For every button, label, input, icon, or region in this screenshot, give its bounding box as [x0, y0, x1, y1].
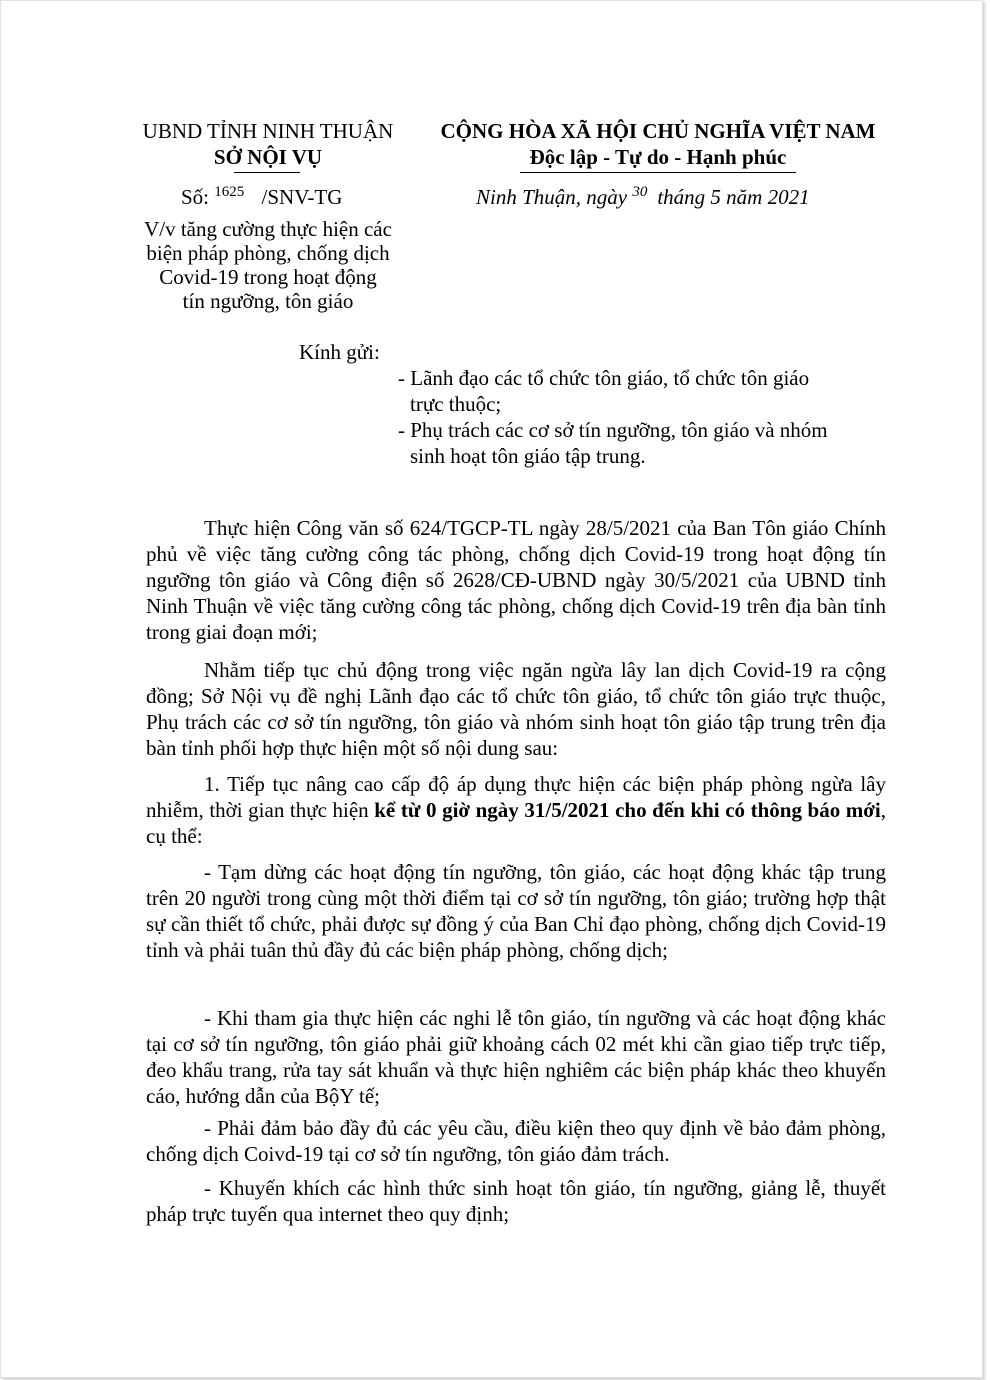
number-suffix: /SNV-TG [261, 185, 343, 209]
body-bullet-1 [146, 859, 886, 963]
subject-line-3: Covid-19 trong hoạt động [159, 265, 377, 289]
document-number [181, 184, 342, 210]
body-item-1 [146, 771, 886, 849]
date-day: 30 [632, 184, 648, 200]
issuer-authority: UBND TỈNH NINH THUẬN [142, 119, 394, 143]
national-motto: Độc lập - Tự do - Hạnh phúc [529, 145, 787, 169]
date-suffix: tháng 5 năm 2021 [657, 185, 810, 209]
body-bullet-3 [146, 1115, 886, 1167]
recipient-2-line-1: - Phụ trách các cơ sở tín ngưỡng, tôn giáo và nhóm [398, 418, 828, 442]
bullet-text: - Phải đảm bảo đầy đủ các yêu cầu, điều kiện theo quy định về bảo đảm phòng, chống dịch Coivd-19 tại cơ sở tín ngưỡng, tôn giáo đảm trách. [146, 1116, 886, 1166]
bullet-text: - Tạm dừng các hoạt động tín ngưỡng, tôn giáo, các hoạt động khác tập trung trên 20 người trong cùng một thời điểm tại cơ sở tín ngưỡng, tôn giáo; trường hợp thật sự cần thiết tổ chức, phải được sự đồng ý của Ban Chỉ đạo phòng, chống dịch Covid-19 tỉnh và phải tuân thủ đầy đủ các biện pháp phòng, chống dịch; [146, 860, 886, 962]
subject-line-2: biện pháp phòng, chống dịch [146, 241, 390, 265]
number-value: 1625 [214, 184, 245, 200]
number-label: Số: [181, 185, 210, 209]
bullet-text: - Khi tham gia thực hiện các nghi lễ tôn giáo, tín ngưỡng và các hoạt động khác tại cơ sở tín ngưỡng, tôn giáo phải giữ khoảng cách 02 mét khi cần giao tiếp trực tiếp, đeo khẩu trang, rửa tay sát khuẩn và thực hiện nghiêm các biện pháp khác theo khuyến cáo, hướng dẫn của BộY tế; [146, 1006, 886, 1108]
department-underline [234, 172, 300, 173]
recipient-1-line-1: - Lãnh đạo các tổ chức tôn giáo, tổ chức tôn giáo [398, 366, 810, 390]
body-bullet-2 [146, 1005, 886, 1109]
body-bullet-4 [146, 1175, 886, 1227]
recipients-label: Kính gửi: [299, 340, 380, 364]
subject-line-4: tín ngưỡng, tôn giáo [182, 289, 354, 313]
bullet-text: - Khuyến khích các hình thức sinh hoạt tôn giáo, tín ngưỡng, giảng lễ, thuyết pháp trực tuyến qua internet theo quy định; [146, 1176, 886, 1226]
date-line [476, 184, 810, 210]
issuer-department: SỞ NỘI VỤ [213, 145, 323, 169]
recipient-1-line-2: trực thuộc; [410, 392, 502, 416]
recipient-2-line-2: sinh hoạt tôn giáo tập trung. [410, 444, 646, 468]
date-prefix: Ninh Thuận, ngày [476, 185, 633, 209]
item-1-bold: kể từ 0 giờ ngày 31/5/2021 cho đến khi có thông báo mới [374, 798, 881, 822]
body-paragraph-1 [146, 515, 886, 645]
paragraph-text: Thực hiện Công văn số 624/TGCP-TL ngày 28/5/2021 của Ban Tôn giáo Chính phủ về việc tăng cường công tác phòng, chống dịch Covid-19 trong hoạt động tín ngưỡng tôn giáo và Công điện số 2628/CĐ-UBND ngày 30/5/2021 của UBND tỉnh Ninh Thuận về việc tăng cường công tác phòng, chống dịch Covid-19 trên địa bàn tỉnh trong giai đoạn mới; [146, 516, 886, 644]
subject-line-1: V/v tăng cường thực hiện các [144, 217, 392, 241]
paragraph-text: Nhằm tiếp tục chủ động trong việc ngăn ngừa lây lan dịch Covid-19 ra cộng đồng; Sở Nội vụ đề nghị Lãnh đạo các tổ chức tôn giáo, tổ chức tôn giáo trực thuộc, Phụ trách các cơ sở tín ngưỡng, tôn giáo và nhóm sinh hoạt tôn giáo tập trung trên địa bàn tỉnh phối hợp thực hiện một số nội dung sau: [146, 658, 886, 760]
item-1-text: 1. Tiếp tục nâng cao cấp độ áp dụng thực hiện các biện pháp phòng ngừa lây nhiễm, thời gian thực hiện kể từ 0 giờ ngày 31/5/2021 cho đến khi có thông báo mới, cụ thể: [146, 772, 886, 848]
national-title: CỘNG HÒA XÃ HỘI CHỦ NGHĨA VIỆT NAM [440, 119, 876, 143]
motto-underline [520, 172, 796, 173]
body-paragraph-2 [146, 657, 886, 761]
